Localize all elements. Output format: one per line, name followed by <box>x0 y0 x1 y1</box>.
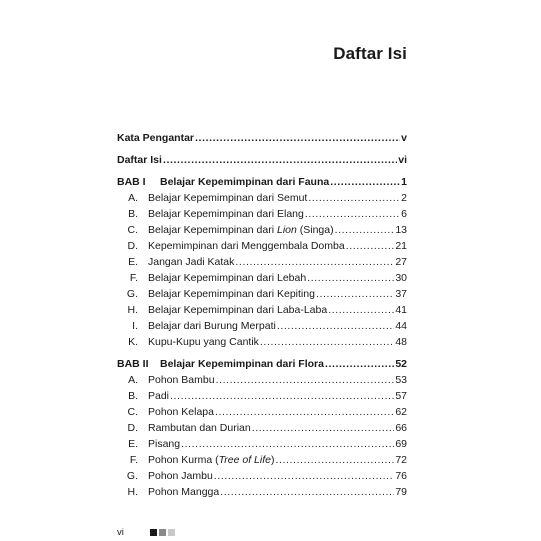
toc-item <box>117 222 407 236</box>
item-title: Belajar dari Burung Merpati <box>148 320 276 332</box>
item-title-part: Belajar Kepemimpinan dari <box>148 224 277 236</box>
leader-dots <box>216 374 395 386</box>
item-letter: B. <box>128 390 138 402</box>
leader-dots <box>252 422 395 434</box>
leader-dots <box>325 358 394 370</box>
toc-entry-kata-pengantar <box>117 130 407 144</box>
item-letter: A. <box>128 192 138 204</box>
item-title: Kupu-Kupu yang Cantik <box>148 336 259 348</box>
toc-item <box>117 334 407 348</box>
leader-dots <box>307 272 394 284</box>
item-letter: A. <box>128 374 138 386</box>
item-page: 6 <box>401 208 407 220</box>
item-letter: D. <box>127 240 138 252</box>
decorative-square-mid <box>159 529 166 536</box>
toc-item <box>117 190 407 204</box>
item-title-part: ) <box>270 454 275 466</box>
item-page: 76 <box>395 470 407 482</box>
item-letter: F. <box>129 272 138 284</box>
item-letter: G. <box>126 470 138 482</box>
toc-item <box>117 468 407 482</box>
item-title: Jangan Jadi Katak <box>148 256 235 268</box>
page-number: vi <box>117 527 124 538</box>
item-page: 2 <box>401 192 407 204</box>
chapter-page: 1 <box>401 176 407 188</box>
leader-dots <box>195 132 400 144</box>
item-title: Pohon Kelapa <box>148 406 214 418</box>
toc-item <box>117 484 407 498</box>
item-letter: D. <box>127 422 138 434</box>
entry-page: vi <box>398 154 407 166</box>
item-title <box>148 224 334 236</box>
item-letter: B. <box>128 208 138 220</box>
item-title: Pohon Jambu <box>148 470 213 482</box>
leader-dots <box>335 224 395 236</box>
toc-item <box>117 404 407 418</box>
item-page: 57 <box>395 390 407 402</box>
toc-item <box>117 238 407 252</box>
chapter-title: Belajar Kepemimpinan dari Flora <box>160 358 324 370</box>
toc-item <box>117 270 407 284</box>
item-title: Kepemimpinan dari Menggembala Domba <box>148 240 345 252</box>
item-letter: E. <box>128 256 138 268</box>
item-letter: K. <box>128 336 138 348</box>
item-page: 37 <box>395 288 407 300</box>
toc-item <box>117 318 407 332</box>
item-page: 30 <box>395 272 407 284</box>
page-title: Daftar Isi <box>333 44 407 63</box>
chapter-title: Belajar Kepemimpinan dari Fauna <box>160 176 330 188</box>
chapter-label: BAB II <box>117 358 149 370</box>
toc-item <box>117 372 407 386</box>
item-title: Belajar Kepemimpinan dari Laba-Laba <box>148 304 328 316</box>
item-title-part: (Singa) <box>296 224 334 236</box>
leader-dots <box>308 192 400 204</box>
item-letter: C. <box>127 224 138 236</box>
leader-dots <box>170 390 394 402</box>
leader-dots <box>215 406 394 418</box>
item-title: Padi <box>148 390 170 402</box>
leader-dots <box>346 240 395 252</box>
item-page: 21 <box>395 240 407 252</box>
toc-item <box>117 302 407 316</box>
item-title: Pisang <box>148 438 181 450</box>
item-letter: G. <box>126 288 138 300</box>
item-page: 79 <box>395 486 407 498</box>
leader-dots <box>316 288 394 300</box>
chapter-heading-bab-1 <box>117 174 407 188</box>
item-page: 62 <box>395 406 407 418</box>
leader-dots <box>260 336 394 348</box>
item-title-italic: Tree of Life <box>218 454 271 466</box>
leader-dots <box>163 154 397 166</box>
leader-dots <box>235 256 394 268</box>
item-title: Belajar Kepemimpinan dari Lebah <box>148 272 307 284</box>
item-letter: F. <box>129 454 138 466</box>
item-page: 13 <box>395 224 407 236</box>
leader-dots <box>214 470 395 482</box>
item-letter: H. <box>127 304 138 316</box>
toc-item <box>117 254 407 268</box>
leader-dots <box>275 454 394 466</box>
toc-item <box>117 420 407 434</box>
item-letter: E. <box>128 438 138 450</box>
entry-title: Daftar Isi <box>117 154 162 166</box>
chapter-page: 52 <box>395 358 407 370</box>
item-page: 44 <box>395 320 407 332</box>
toc-item <box>117 436 407 450</box>
leader-dots <box>181 438 394 450</box>
item-title: Belajar Kepemimpinan dari Semut <box>148 192 308 204</box>
item-page: 66 <box>395 422 407 434</box>
leader-dots <box>220 486 394 498</box>
toc-item <box>117 388 407 402</box>
item-title: Belajar Kepemimpinan dari Kepiting <box>148 288 315 300</box>
toc-item <box>117 286 407 300</box>
decorative-square-light <box>168 529 175 536</box>
leader-dots <box>277 320 394 332</box>
entry-page: v <box>401 132 407 144</box>
item-title: Pohon Mangga <box>148 486 220 498</box>
leader-dots <box>330 176 400 188</box>
item-letter: C. <box>127 406 138 418</box>
leader-dots <box>305 208 400 220</box>
item-letter: H. <box>127 486 138 498</box>
item-page: 48 <box>395 336 407 348</box>
item-page: 41 <box>395 304 407 316</box>
item-title-italic: Lion <box>276 224 297 236</box>
item-title-part: Pohon Kurma ( <box>148 454 219 466</box>
item-title <box>148 454 274 466</box>
chapter-heading-bab-2 <box>117 356 407 370</box>
item-letter: I. <box>132 320 138 332</box>
entry-title: Kata Pengantar <box>117 132 195 144</box>
leader-dots <box>328 304 394 316</box>
item-page: 72 <box>395 454 407 466</box>
item-title: Pohon Bambu <box>148 374 215 386</box>
decorative-square-dark <box>150 529 157 536</box>
toc-item <box>117 452 407 466</box>
toc-entry-daftar-isi <box>117 152 407 166</box>
item-page: 27 <box>395 256 407 268</box>
toc-item <box>117 206 407 220</box>
item-page: 53 <box>395 374 407 386</box>
item-title: Rambutan dan Durian <box>148 422 251 434</box>
item-title: Belajar Kepemimpinan dari Elang <box>148 208 304 220</box>
chapter-label: BAB I <box>117 176 146 188</box>
item-page: 69 <box>395 438 407 450</box>
